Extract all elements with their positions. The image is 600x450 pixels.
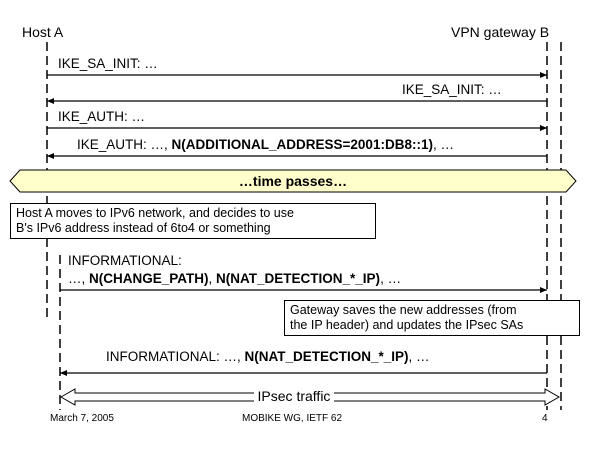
msg-informational-response-suffix: , … [408,349,430,364]
footer-date: March 7, 2005 [50,413,114,424]
msg-informational-request-suffix: , … [380,271,402,286]
host-a-label: Host A [22,24,64,40]
gateway-note-line1: Gateway saves the new addresses (from [290,303,517,317]
msg-nat-detection-response-notify: N(NAT_DETECTION_*_IP) [244,349,409,364]
msg-additional-address-notify: N(ADDITIONAL_ADDRESS=2001:DB8::1) [171,137,433,152]
time-passes-text: …time passes… [238,173,348,189]
gateway-note-line2: the IP header) and updates the IPsec SAs [290,318,524,332]
ipsec-traffic-label: IPsec traffic [257,388,331,404]
msg-informational-response [106,349,430,364]
msg-change-path-notify: N(CHANGE_PATH) [89,271,209,286]
msg-ike-auth-response-suffix: , … [432,137,454,152]
msg-nat-detection-notify: N(NAT_DETECTION_*_IP) [216,271,381,286]
msg-informational-request [68,271,401,286]
host-move-note-line1: Host A moves to IPv6 network, and decides to use [16,206,294,220]
msg-ike-auth-response-prefix: IKE_AUTH: …, [77,137,172,152]
msg-informational-response-prefix: INFORMATIONAL: …, [106,349,245,364]
footer-page-number: 4 [542,413,548,424]
msg-ike-auth-response [77,137,454,152]
msg-ike-sa-init-response: IKE_SA_INIT: … [402,82,502,97]
gateway-b-label: VPN gateway B [451,24,550,40]
msg-ike-auth-request: IKE_AUTH: … [58,109,146,124]
msg-informational-request-prefix: …, [68,271,90,286]
footer-event: MOBIKE WG, IETF 62 [242,413,343,424]
host-move-note-line2: B's IPv6 address instead of 6to4 or something [16,221,271,235]
msg-ike-sa-init-request: IKE_SA_INIT: … [58,56,158,71]
gateway-note [284,300,580,336]
msg-informational-request-sep: , [208,271,217,286]
msg-informational-title: INFORMATIONAL: [68,253,182,268]
host-move-note [10,203,376,239]
